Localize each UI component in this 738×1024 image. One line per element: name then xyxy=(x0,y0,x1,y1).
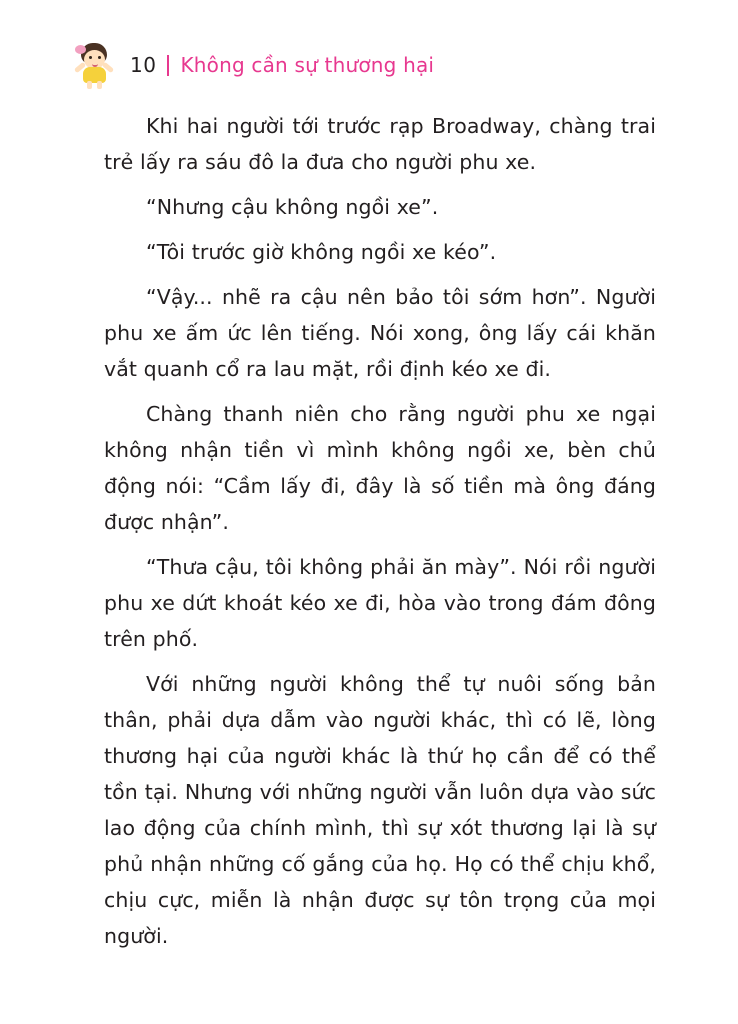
paragraph: Chàng thanh niên cho rằng người phu xe ngại không nhận tiền vì mình không ngồi xe, bèn chủ động nói: “Cầm lấy đi, đây là số tiền mà ông đáng được nhận”. xyxy=(104,402,656,534)
paragraph: “Nhưng cậu không ngồi xe”. xyxy=(146,195,439,219)
page-number: 10 xyxy=(130,53,157,77)
page-content xyxy=(104,108,656,954)
page-header xyxy=(72,40,678,90)
paragraph: “Thưa cậu, tôi không phải ăn mày”. Nói rồi người phu xe dứt khoát kéo xe đi, hòa vào trong đám đông trên phố. xyxy=(104,555,656,651)
page-title: Không cần sự thương hại xyxy=(180,53,435,77)
paragraph: “Tôi trước giờ không ngồi xe kéo”. xyxy=(146,240,497,264)
girl-mascot-icon xyxy=(72,41,116,89)
header-divider xyxy=(167,55,169,76)
paragraph: “Vậy... nhẽ ra cậu nên bảo tôi sớm hơn”. Người phu xe ấm ức lên tiếng. Nói xong, ông lấy cái khăn vắt quanh cổ ra lau mặt, rồi định kéo xe đi. xyxy=(104,285,656,381)
paragraph: Khi hai người tới trước rạp Broadway, chàng trai trẻ lấy ra sáu đô la đưa cho người phu xe. xyxy=(104,114,656,174)
paragraph: Với những người không thể tự nuôi sống bản thân, phải dựa dẫm vào người khác, thì có lẽ, lòng thương hại của người khác là thứ họ cần để có thể tồn tại. Nhưng với những người vẫn luôn dựa vào sức lao động của chính mình, thì sự xót thương lại là sự phủ nhận những cố gắng của họ. Họ có thể chịu khổ, chịu cực, miễn là nhận được sự tôn trọng của mọi người. xyxy=(104,672,656,948)
